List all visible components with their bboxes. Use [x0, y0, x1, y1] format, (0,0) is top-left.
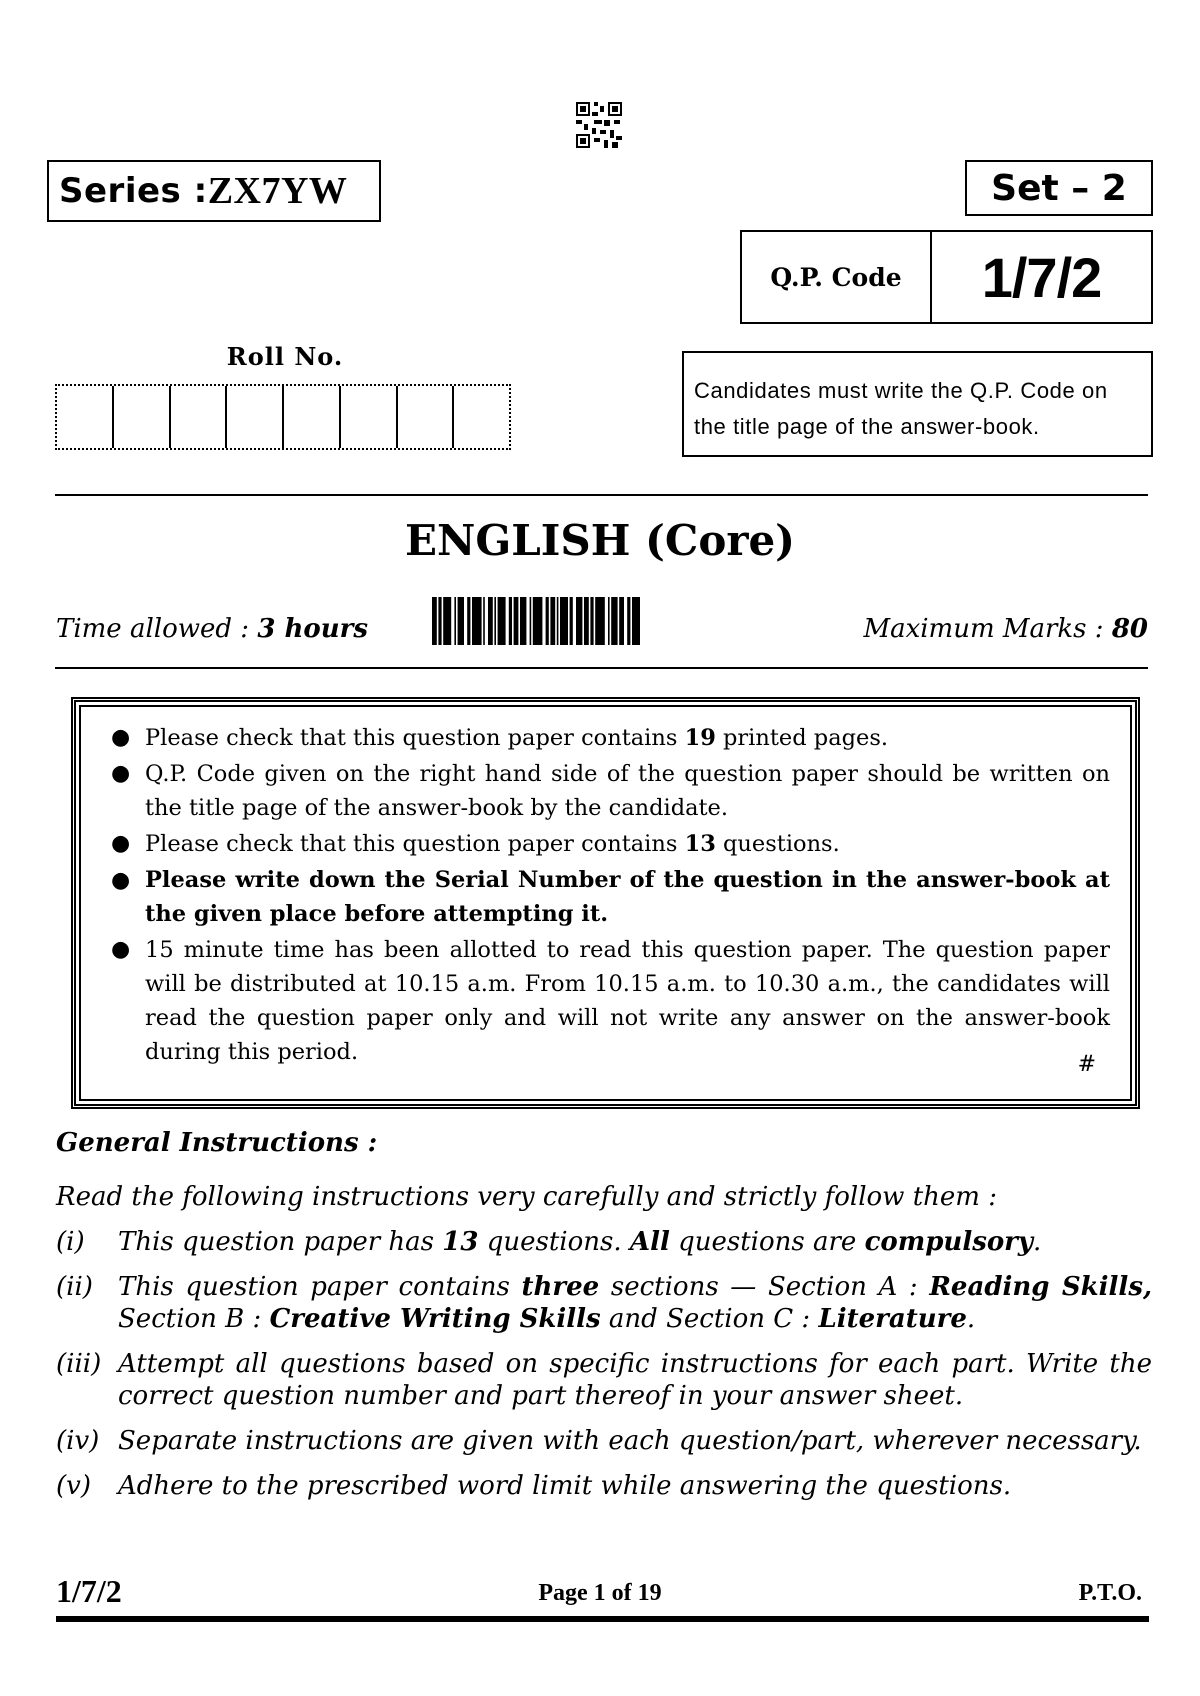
qp-code-value: 1/7/2 — [981, 245, 1102, 309]
barcode-bar — [590, 597, 593, 645]
roll-no-digit-box[interactable] — [454, 386, 509, 448]
footer-qp-code: 1/7/2 — [56, 1573, 122, 1609]
time-allowed — [56, 614, 368, 644]
series-label: Series : — [59, 171, 208, 211]
barcode-bar — [509, 597, 512, 645]
instruction-text: questions are — [669, 1227, 865, 1257]
barcode-icon — [432, 597, 756, 645]
barcode-bar — [595, 597, 605, 645]
roll-no-digit-box[interactable] — [398, 386, 455, 448]
checklist-item — [105, 933, 1110, 1069]
instruction-text: . — [966, 1304, 976, 1334]
instruction-emphasis: compulsory — [864, 1227, 1033, 1257]
instruction-text: Section B : — [118, 1304, 270, 1334]
barcode-bar — [454, 597, 456, 645]
checklist-frame — [71, 697, 1140, 1109]
barcode-bar — [443, 597, 451, 645]
checklist-text: 15 minute time has been allotted to read this question paper. The question paper will be distributed at 10.15 a.m. From 10.15 a.m. to 10.30 a.m., the candidates will read the question paper only and will not write any answer on the answer-book during this period. — [145, 937, 1110, 1065]
barcode-bar — [467, 597, 470, 645]
set-label: Set – 2 — [991, 167, 1127, 209]
divider-middle — [55, 667, 1148, 669]
instruction-item — [56, 1470, 1152, 1502]
instruction-text: sections — Section A : — [599, 1272, 930, 1302]
maximum-marks — [863, 614, 1148, 644]
candidates-note-box — [682, 351, 1153, 457]
roll-no-digit-box[interactable] — [114, 386, 171, 448]
barcode-bar — [627, 597, 630, 645]
barcode-bar — [576, 597, 582, 645]
barcode-bar — [550, 597, 555, 645]
page-count: 19 — [684, 725, 716, 751]
barcode-bar — [514, 597, 519, 645]
roll-no-boxes[interactable] — [55, 384, 511, 450]
barcode-bar — [498, 597, 506, 645]
question-count: 13 — [684, 831, 716, 857]
roll-no-label: Roll No. — [226, 342, 344, 371]
barcode-bar — [438, 597, 441, 645]
barcode-bar — [560, 597, 568, 645]
checklist-item — [105, 721, 1110, 755]
barcode-bar — [632, 597, 640, 645]
roll-no-digit-box[interactable] — [227, 386, 284, 448]
instruction-number: (v) — [56, 1471, 91, 1501]
roll-no-digit-box[interactable] — [171, 386, 228, 448]
time-label: Time allowed : — [56, 614, 258, 644]
barcode-bar — [584, 597, 589, 645]
hash-mark: # — [1077, 1052, 1096, 1077]
qp-code-label: Q.P. Code — [742, 232, 932, 322]
instruction-emphasis: 13 — [442, 1227, 479, 1257]
checklist-text: Please write down the Serial Number of the question in the answer-book at the given place before attempting it. — [145, 867, 1110, 927]
checklist-item — [105, 863, 1110, 931]
roll-no-digit-box[interactable] — [57, 386, 114, 448]
instruction-number: (ii) — [56, 1272, 93, 1302]
barcode-bar — [472, 597, 482, 645]
instruction-emphasis: Literature — [818, 1304, 967, 1334]
series-box — [47, 160, 381, 222]
instruction-emphasis: three — [521, 1272, 600, 1302]
barcode-bar — [608, 597, 610, 645]
barcode-bar — [530, 597, 532, 645]
barcode-bar — [520, 597, 526, 645]
footer-pto: P.T.O. — [1078, 1580, 1142, 1606]
bullet-icon: ● — [111, 761, 131, 786]
checklist — [105, 721, 1110, 1069]
roll-no-digit-box[interactable] — [341, 386, 398, 448]
subject-title: ENGLISH (Core) — [404, 516, 796, 565]
barcode-bar — [570, 597, 573, 645]
bullet-icon: ● — [111, 937, 131, 962]
marks-label: Maximum Marks : — [863, 614, 1112, 644]
instruction-emphasis: All — [629, 1227, 670, 1257]
checklist-text: Please check that this question paper contains — [145, 831, 685, 857]
footer-rule — [56, 1616, 1149, 1622]
barcode-bar — [483, 597, 485, 645]
candidates-note: Candidates must write the Q.P. Code on the title page of the answer-book. — [694, 378, 1108, 439]
instruction-number: (i) — [56, 1227, 85, 1257]
checklist-item — [105, 827, 1110, 861]
checklist-inner — [79, 705, 1132, 1101]
instruction-item — [56, 1271, 1152, 1335]
general-instructions-heading: General Instructions : — [56, 1128, 378, 1158]
instruction-number: (iv) — [56, 1426, 100, 1456]
instruction-text: This question paper contains — [118, 1272, 522, 1302]
series-value: ZX7YW — [207, 170, 348, 212]
bullet-icon: ● — [111, 725, 131, 750]
barcode-bar — [533, 597, 543, 645]
checklist-text: Q.P. Code given on the right hand side of the question paper should be written on the title page of the answer-book by the candidate. — [145, 761, 1110, 821]
barcode-bar — [557, 597, 559, 645]
instruction-item — [56, 1348, 1152, 1412]
divider-top — [55, 494, 1148, 496]
instruction-text: Adhere to the prescribed word limit while answering the questions. — [118, 1471, 1012, 1501]
barcode-bar — [619, 597, 624, 645]
instruction-text: Separate instructions are given with each question/part, wherever necessary. — [118, 1426, 1142, 1456]
footer-page-number: Page 1 of 19 — [538, 1580, 662, 1606]
qp-code-box — [740, 230, 1153, 324]
barcode-bar — [488, 597, 493, 645]
checklist-item — [105, 757, 1110, 825]
roll-no-digit-box[interactable] — [284, 386, 341, 448]
instruction-text: This question paper has — [118, 1227, 443, 1257]
instruction-item — [56, 1425, 1152, 1457]
bullet-icon: ● — [111, 831, 131, 856]
set-box — [965, 160, 1153, 216]
qr-code-icon — [576, 102, 622, 148]
checklist-text: questions. — [715, 831, 840, 857]
barcode-bar — [458, 597, 464, 645]
barcode-bar — [611, 597, 617, 645]
instruction-emphasis: Creative Writing Skills — [269, 1304, 601, 1334]
instruction-item — [56, 1226, 1152, 1258]
barcode-bar — [546, 597, 549, 645]
instruction-text: . — [1033, 1227, 1042, 1257]
barcode-bar — [432, 597, 437, 645]
checklist-text: printed pages. — [715, 725, 889, 751]
general-instructions-intro: Read the following instructions very carefully and strictly follow them : — [56, 1182, 997, 1212]
checklist-text: Please check that this question paper contains — [145, 725, 685, 751]
bullet-icon: ● — [111, 867, 131, 893]
instruction-text: and Section C : — [600, 1304, 819, 1334]
barcode-bar — [494, 597, 496, 645]
general-instructions-list — [56, 1226, 1152, 1515]
instruction-emphasis: Reading Skills, — [929, 1272, 1153, 1302]
instruction-text: Attempt all questions based on specific instructions for each part. Write the correct question number and part thereof in your answer sheet. — [118, 1349, 1152, 1411]
marks-value: 80 — [1111, 614, 1148, 644]
instruction-number: (iii) — [56, 1349, 102, 1379]
instruction-text: questions. — [478, 1227, 630, 1257]
time-value: 3 hours — [257, 614, 368, 644]
